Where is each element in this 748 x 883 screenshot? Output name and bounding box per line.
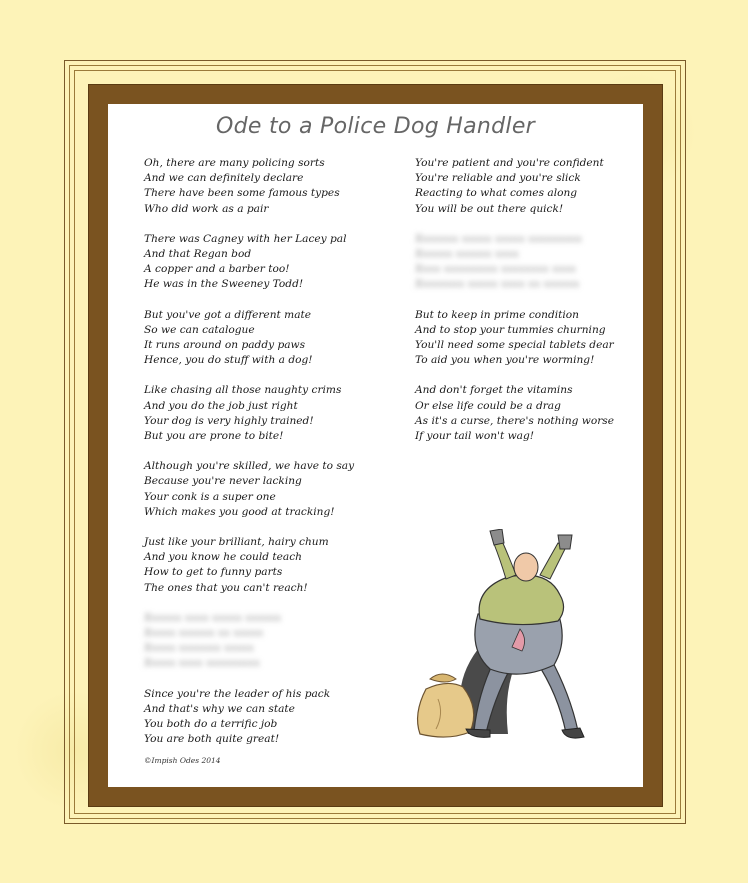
poem-line: Xxxxx xxxx xxxxxxxxx <box>144 657 260 670</box>
poem-line: Xxxxxxxx xxxxx xxxx xx xxxxxx <box>415 278 580 291</box>
poem-line: You're reliable and you're slick <box>415 172 581 185</box>
poem-line: A copper and a barber too! <box>144 263 290 276</box>
poem-line: But to keep in prime condition <box>415 308 579 321</box>
poem-line: The ones that you can't reach! <box>144 581 308 594</box>
poem-line: But you've got a different mate <box>144 308 312 321</box>
poem-line: Like chasing all those naughty crims <box>144 384 342 397</box>
right-column <box>415 156 640 459</box>
poem-line: He was in the Sweeney Todd! <box>144 278 304 291</box>
poem-line: It runs around on paddy paws <box>144 339 306 352</box>
stanza <box>144 459 384 520</box>
poem-sheet <box>108 104 643 787</box>
poem-line: You'll need some special tablets dear <box>415 339 614 352</box>
poem-line: And we can definitely declare <box>144 172 304 185</box>
poem-line: And you do the job just right <box>144 399 298 412</box>
poem-line: Your conk is a super one <box>144 490 276 503</box>
poem-title: Ode to a Police Dog Handler <box>215 114 536 139</box>
copyright-note: ©Impish Odes 2014 <box>144 756 221 765</box>
cartoon-bent-over-man-icon <box>408 529 598 744</box>
poem-line: And don't forget the vitamins <box>415 384 573 397</box>
poem-line: To aid you when you're worming! <box>415 354 595 367</box>
poem-line: And you know he could teach <box>144 551 302 564</box>
poem-line: Xxxxx xxxxxx xx xxxxx <box>144 627 264 640</box>
stanza <box>144 687 384 748</box>
poem-line: So we can catalogue <box>144 323 255 336</box>
poem-line: Oh, there are many policing sorts <box>144 157 325 169</box>
stanza <box>144 308 384 369</box>
stanza <box>415 156 640 217</box>
poem-line: Although you're skilled, we have to say <box>144 460 355 473</box>
poem-line: Or else life could be a drag <box>415 399 561 412</box>
poem-line: As it's a curse, there's nothing worse <box>415 414 615 427</box>
blurred-stanza <box>144 611 384 672</box>
stanza <box>144 156 384 217</box>
blurred-stanza <box>415 232 640 293</box>
poem-line: Xxxxxxx xxxxx xxxxx xxxxxxxxx <box>415 232 583 245</box>
poem-line: Because you're never lacking <box>144 475 302 488</box>
poem-line: You're patient and you're confident <box>415 157 604 169</box>
poem-line: Xxxxxx xxxxxx xxxx <box>415 248 519 261</box>
stanza <box>144 383 384 444</box>
poem-line: There have been some famous types <box>144 187 340 200</box>
poem-line: Which makes you good at tracking! <box>144 505 335 518</box>
poem-line: Just like your brilliant, hairy chum <box>144 536 329 549</box>
left-column <box>144 156 384 763</box>
poem-line: Since you're the leader of his pack <box>144 687 331 700</box>
poem-line: Who did work as a pair <box>144 202 269 215</box>
poem-line: Xxxxx xxxxxxx xxxxx <box>144 642 254 655</box>
poem-line: How to get to funny parts <box>144 566 283 579</box>
stanza <box>415 383 640 444</box>
poem-line: There was Cagney with her Lacey pal <box>144 232 347 245</box>
stanza <box>144 535 384 596</box>
poem-line: You both do a terrific job <box>144 718 278 731</box>
poem-line: Your dog is very highly trained! <box>144 414 314 427</box>
poem-line: Xxxxxx xxxx xxxxx xxxxxx <box>144 611 282 624</box>
poem-line: You will be out there quick! <box>415 202 564 215</box>
poem-line: You are both quite great! <box>144 733 280 746</box>
poem-line: And that's why we can state <box>144 702 295 715</box>
stanza <box>415 308 640 369</box>
poem-line: Hence, you do stuff with a dog! <box>144 354 313 367</box>
poem-line: Reacting to what comes along <box>415 187 578 200</box>
poem-line: Xxxx xxxxxxxxx xxxxxxxx xxxx <box>415 263 577 276</box>
poem-line: And that Regan bod <box>144 248 252 261</box>
poem-line: But you are prone to bite! <box>144 430 284 443</box>
poem-line: And to stop your tummies churning <box>415 323 606 336</box>
poem-line: If your tail won't wag! <box>415 430 535 443</box>
stanza <box>144 232 384 293</box>
